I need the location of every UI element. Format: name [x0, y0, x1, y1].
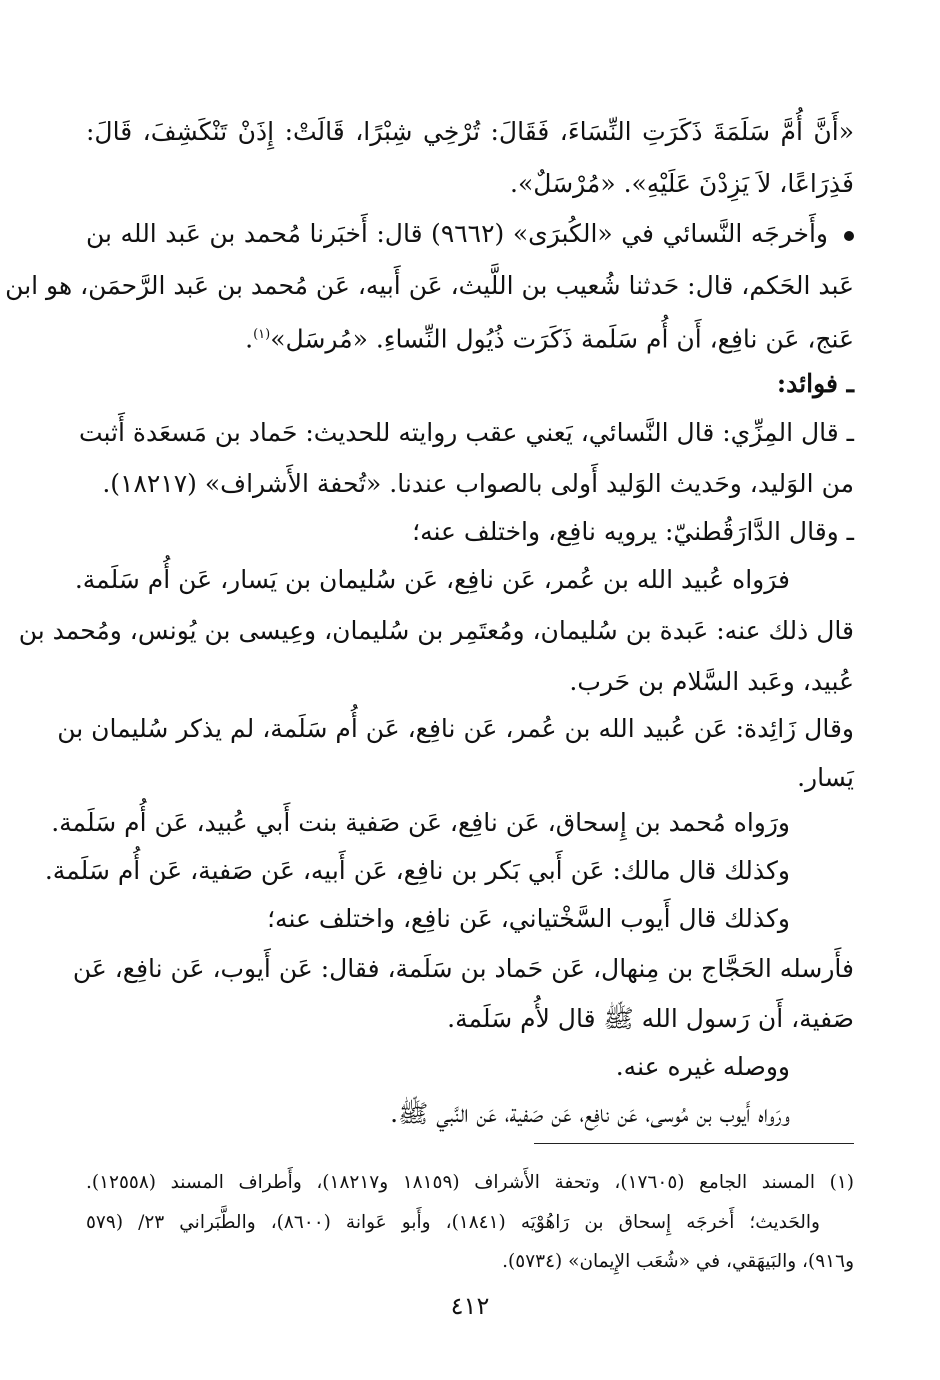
page-number: ٤١٢: [450, 1292, 490, 1320]
footnote-line-1: (١) المسند الجامع (١٧٦٠٥)، وتحفة الأَشراف (١٨١٥٩ و١٨٢١٧)، وأَطراف المسند (١٢٥٥٨).: [86, 1172, 854, 1193]
text-line-12: عُبيد، وعَبد السَّلام بن حَرب.: [569, 667, 854, 696]
text-line-8: من الوَليد، وحَديث الوَليد أَولى بالصواب عندنا. «تُحفة الأَشراف» (١٨٢١٧).: [102, 469, 854, 498]
text-line-14: يَسار.: [797, 763, 854, 792]
text-line-11: قال ذلك عنه: عَبدة بن سُليمان، ومُعتَمِر بن سُليمان، وعِيسى بن يُونس، ومُحمد بن: [18, 616, 854, 645]
text-line-4: عَبد الحَكم، قال: حَدثنا شُعيب بن اللَّيث، عَن أَبيه، عَن مُحمد بن عَبد الرَّحمَن، هو ابن: [5, 271, 854, 300]
text-line-5-end: .: [245, 324, 254, 354]
text-line-3: [86, 208, 854, 260]
text-line-17: وكذلك قال أَيوب السَّخْتياني، عَن نافِع، واختلف عنه؛: [267, 904, 790, 933]
section-heading: ـ فوائد:: [776, 369, 854, 398]
text-line-13: وقال زَائِدة: عَن عُبيد الله بن عُمر، عَن نافِع، عَن أُم سَلَمة، لم يذكر سُليمان بن: [57, 714, 854, 743]
text-line-9: ـ وقال الدَّارَقُطنيّ: يرويه نافِع، واختلف عنه؛: [412, 517, 854, 546]
text-line-16: وكذلك قال مالك: عَن أَبي بَكر بن نافِع، عَن أَبيه، عَن صَفية، عَن أُم سَلَمة.: [44, 856, 790, 885]
text-line-21: ورَواه أَيوب بن مُوسى، عَن نافِع، عَن صَفية، عَن النَّبي ﷺ.: [390, 1099, 790, 1128]
footnote-line-3: و٩١٦)، والبَيهَقي، في «شُعَب الإِيمان» (٥٧٣٤).: [502, 1251, 854, 1272]
text-line-5: [86, 309, 854, 365]
text-line-5-content: عَنج، عَن نافِع، أَن أُم سَلَمة ذَكَرَت ذُيُول النِّساءِ. «مُرسَل»: [270, 324, 854, 354]
footnote-divider: [534, 1143, 854, 1144]
text-line-3-content: وأَخرجَه النَّسائي في «الكُبرَى» (٩٦٦٢) قال: أَخبَرنا مُحمد بن عَبد الله بن: [86, 219, 829, 248]
text-line-2: فَذِرَاعًا، لاَ يَزِدْنَ عَلَيْهِ». «مُرْسَلٌ».: [510, 169, 854, 198]
footnote-line-2: والحَديث؛ أَخرجَه إِسحاق بن رَاهُوْيَه (١٨٤١)، وأَبو عَوانة (٨٦٠٠)، والطَّبَراني ٢٣/ (٥٧٩: [86, 1212, 820, 1233]
text-line-7: ـ قال المِزِّي: قال النَّسائي، يَعني عقب روايته للحديث: حَماد بن مَسعَدة أَثبت: [78, 418, 854, 447]
text-line-10: فرَواه عُبيد الله بن عُمر، عَن نافِع، عَن سُليمان بن يَسار، عَن أُم سَلَمة.: [74, 565, 790, 594]
text-line-15: ورَواه مُحمد بن إِسحاق، عَن نافِع، عَن صَفية بنت أَبي عُبيد، عَن أُم سَلَمة.: [51, 808, 790, 837]
text-line-18: فأَرسله الحَجَّاج بن مِنهال، عَن حَماد بن سَلَمة، فقال: عَن أَيوب، عَن نافِع، عَن: [72, 954, 854, 983]
text-line-19: صَفية، أَن رَسول الله ﷺ قال لأُم سَلَمة.: [447, 1004, 854, 1033]
bullet-icon: [844, 231, 854, 241]
footnote-ref: (١): [253, 327, 271, 342]
text-line-1: «أَنَّ أُمَّ سَلَمَةَ ذَكَرَتِ النِّسَاءَ، فَقَالَ: تُرْخِي شِبْرًا، قَالَتْ: إِذَنْ تَنْكَشِفَ، قَالَ:: [86, 117, 854, 146]
text-line-20: ووصله غيره عنه.: [615, 1052, 790, 1081]
